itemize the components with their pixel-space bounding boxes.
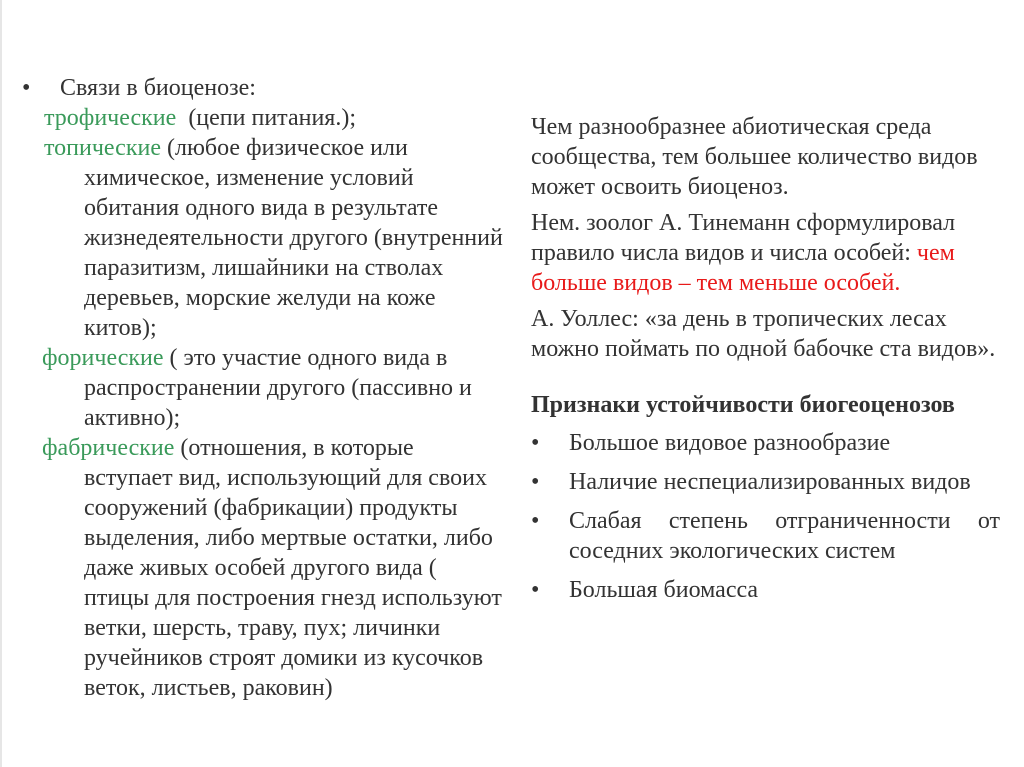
fabric-line-5: птицы для построения гнезд используют xyxy=(84,585,502,611)
topic-line xyxy=(22,133,522,163)
phoric-line-1: распространении другого (пассивно и xyxy=(84,375,472,401)
fabric-term: фабрические xyxy=(42,435,175,461)
topic-term: топические xyxy=(44,135,161,161)
fabric-line-7: ручейников строят домики из кусочков xyxy=(84,645,484,671)
topic-text: (любое физическое или xyxy=(161,135,408,161)
word: отграниченности xyxy=(775,508,951,534)
phoric-term: форические xyxy=(42,345,164,371)
trophic-term: трофические xyxy=(44,105,177,131)
list-item-continuation: соседних экологических систем xyxy=(569,538,896,564)
thienemann-rule: чем больше видов – тем меньше особей. xyxy=(531,240,955,296)
fabric-line-1: вступает вид, использующий для своих xyxy=(84,465,487,491)
wallace-paragraph: А. Уоллес: «за день в тропических лесах можно поймать по одной бабочке ста видов». xyxy=(531,306,996,362)
trophic-text: (цепи питания.); xyxy=(176,105,356,131)
bullet-icon: • xyxy=(22,75,31,101)
phoric-line xyxy=(22,343,522,373)
trophic-line xyxy=(22,103,522,133)
bullet-icon: • xyxy=(531,508,540,534)
list-item xyxy=(531,467,1001,497)
word: от xyxy=(977,508,1000,534)
topic-line-6: китов); xyxy=(84,315,157,341)
phoric-line-2: активно); xyxy=(84,405,181,431)
justified-line xyxy=(569,506,1000,536)
thienemann-paragraph xyxy=(531,208,1001,298)
topic-line-3: жизнедеятельности другого (внутренний xyxy=(84,225,503,251)
stability-heading: Признаки устойчивости биогеоценозов xyxy=(531,392,955,418)
list-item-text: Большое видовое разнообразие xyxy=(569,430,891,456)
fabric-line-2: сооружений (фабрикации) продукты xyxy=(84,495,458,521)
left-column xyxy=(22,73,522,703)
left-heading-line xyxy=(22,73,522,103)
right-column xyxy=(531,112,1001,614)
topic-line-1: химическое, изменение условий xyxy=(84,165,414,191)
bullet-icon: • xyxy=(531,577,540,603)
topic-line-2: обитания одного вида в результате xyxy=(84,195,439,221)
thienemann-text: Нем. зоолог А. Тинеманн сформулировал правило числа видов и числа особей: xyxy=(531,210,956,266)
topic-line-4: паразитизм, лишайники на стволах xyxy=(84,255,444,281)
list-item-text: Наличие неспециализированных видов xyxy=(569,469,971,495)
list-item-text xyxy=(569,506,1001,566)
bullet-icon: • xyxy=(531,469,540,495)
list-item xyxy=(531,506,1001,566)
list-item xyxy=(531,575,1001,605)
fabric-line-4: даже живых особей другого вида ( xyxy=(84,555,437,581)
word: Слабая xyxy=(569,508,642,534)
list-item-text: Большая биомасса xyxy=(569,577,759,603)
bullet-icon: • xyxy=(531,430,540,456)
word: степень xyxy=(668,508,748,534)
fabric-line-6: ветки, шерсть, траву, пух; личинки xyxy=(84,615,441,641)
fabric-text: (отношения, в которые xyxy=(174,435,414,461)
topic-line-5: деревьев, морские желуди на коже xyxy=(84,285,436,311)
fabric-line-3: выделения, либо мертвые остатки, либо xyxy=(84,525,493,551)
fabric-line xyxy=(22,433,522,463)
list-item xyxy=(531,428,1001,458)
fabric-line-8: веток, листьев, раковин) xyxy=(84,675,333,701)
left-heading: Связи в биоценозе: xyxy=(60,75,256,101)
abiotic-paragraph: Чем разнообразнее абиотическая среда сообщества, тем большее количество видов может освоить биоценоз. xyxy=(531,114,978,200)
phoric-text: ( это участие одного вида в xyxy=(163,345,448,371)
slide-edge xyxy=(0,0,2,767)
